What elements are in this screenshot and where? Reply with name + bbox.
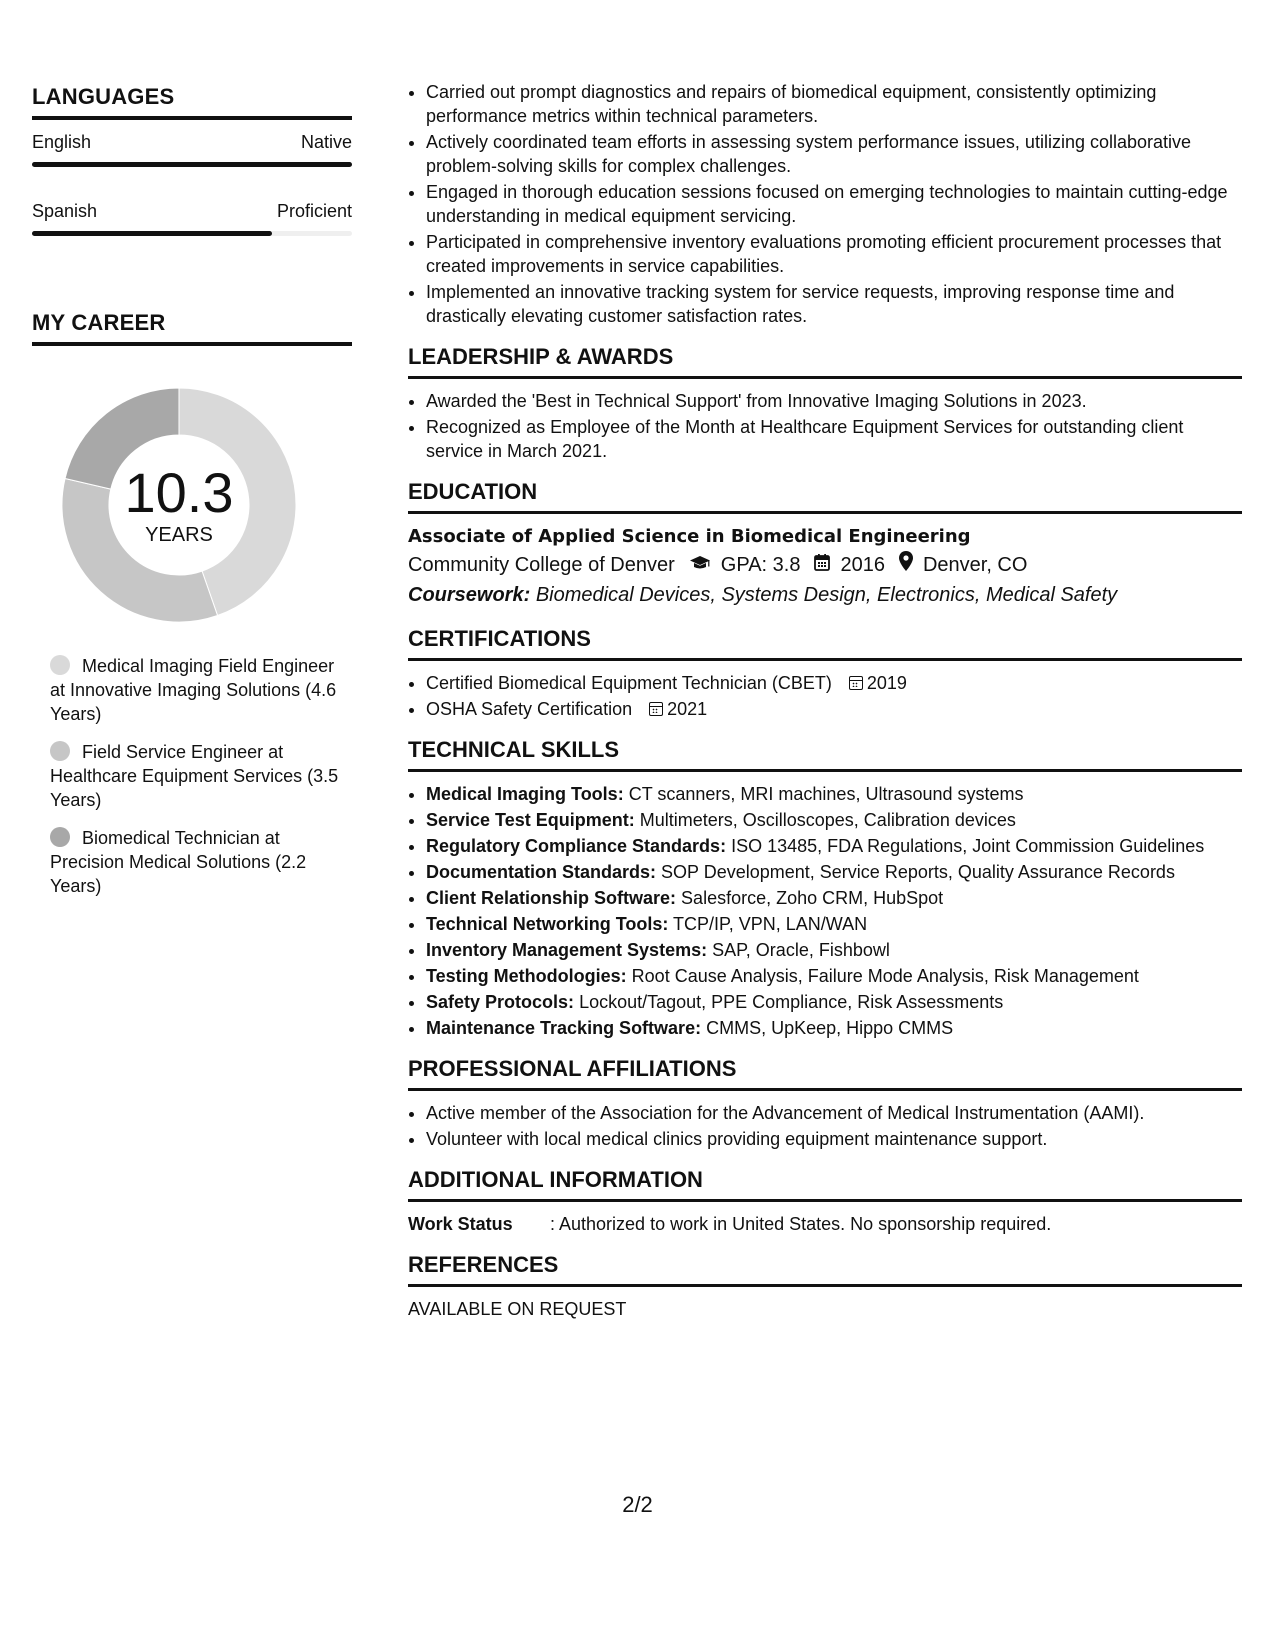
calendar-icon	[849, 676, 863, 690]
work-status-value: : Authorized to work in United States. No sponsorship required.	[550, 1214, 1052, 1234]
career-total-years: 10.3	[124, 461, 234, 524]
experience-bullets	[408, 80, 1242, 328]
skill-item	[426, 886, 1242, 910]
left-column	[32, 84, 352, 912]
career-donut-chart	[54, 380, 304, 630]
certification-year: 2019	[866, 673, 907, 693]
skill-category: Inventory Management Systems:	[426, 940, 708, 960]
language-name: English	[32, 132, 92, 152]
language-item	[32, 130, 352, 167]
work-status-label: Work Status	[408, 1214, 513, 1234]
skill-category: Technical Networking Tools:	[426, 914, 669, 934]
legend-item	[50, 654, 340, 726]
graduation-year: 2016	[840, 554, 885, 576]
skill-category: Medical Imaging Tools:	[426, 784, 624, 804]
education-heading: EDUCATION	[408, 479, 1242, 514]
work-status-row	[408, 1212, 1242, 1236]
coursework-list: Biomedical Devices, Systems Design, Electronics, Medical Safety	[535, 584, 1118, 606]
experience-bullet: • Implemented an innovative tracking system for service requests, improving response time and drastically elevating customer satisfaction rates.	[426, 280, 1242, 328]
language-proficiency-bar	[32, 162, 352, 167]
coursework	[408, 580, 1242, 610]
affiliations-heading: PROFESSIONAL AFFILIATIONS	[408, 1056, 1242, 1091]
skill-category: Client Relationship Software:	[426, 888, 677, 908]
legend-swatch	[50, 741, 70, 761]
languages-heading: LANGUAGES	[32, 84, 352, 120]
skill-item	[426, 938, 1242, 962]
skill-category: Safety Protocols:	[426, 992, 575, 1012]
skill-category: Regulatory Compliance Standards:	[426, 836, 727, 856]
skills-heading: TECHNICAL SKILLS	[408, 737, 1242, 772]
skill-values: Multimeters, Oscilloscopes, Calibration devices	[639, 810, 1016, 830]
skill-item	[426, 1016, 1242, 1040]
skill-values: TCP/IP, VPN, LAN/WAN	[673, 914, 868, 934]
gpa: GPA: 3.8	[720, 554, 801, 576]
leadership-item: • Recognized as Employee of the Month at Healthcare Equipment Services for outstanding client service in March 2021.	[426, 415, 1242, 463]
graduation-cap-icon	[689, 550, 711, 580]
legend-swatch	[50, 827, 70, 847]
languages-list	[32, 130, 352, 236]
skill-values: SAP, Oracle, Fishbowl	[712, 940, 890, 960]
skill-category: Testing Methodologies:	[426, 966, 627, 986]
language-item	[32, 199, 352, 236]
affiliation-item: • Volunteer with local medical clinics providing equipment maintenance support.	[426, 1127, 1242, 1151]
skill-item	[426, 964, 1242, 988]
calendar-icon	[649, 702, 663, 716]
affiliation-item: • Active member of the Association for the Advancement of Medical Instrumentation (AAMI).	[426, 1101, 1242, 1125]
skills-list	[408, 782, 1242, 1040]
leadership-list	[408, 389, 1242, 463]
leadership-heading: LEADERSHIP & AWARDS	[408, 344, 1242, 379]
skill-category: Maintenance Tracking Software:	[426, 1018, 702, 1038]
experience-bullet: • Participated in comprehensive inventory evaluations promoting efficient procurement processes that created improvements in service capabilities.	[426, 230, 1242, 278]
skills-section	[408, 737, 1242, 1040]
education-section	[408, 479, 1242, 610]
skill-item	[426, 990, 1242, 1014]
skill-category: Service Test Equipment:	[426, 810, 635, 830]
certification-name: Certified Biomedical Equipment Technician (CBET)	[426, 673, 832, 693]
language-level: Proficient	[276, 201, 352, 221]
page-number: 2/2	[622, 1492, 653, 1517]
references-heading: REFERENCES	[408, 1252, 1242, 1287]
coursework-label: Coursework:	[408, 584, 531, 606]
legend-label: Biomedical Technician at Precision Medical Solutions (2.2 Years)	[50, 828, 307, 896]
leadership-section	[408, 344, 1242, 463]
certifications-section	[408, 626, 1242, 721]
affiliations-section	[408, 1056, 1242, 1151]
certifications-list	[408, 671, 1242, 721]
references-text: AVAILABLE ON REQUEST	[408, 1299, 627, 1319]
calendar-icon	[814, 550, 830, 580]
language-proficiency-bar	[32, 231, 352, 236]
language-proficiency-fill	[32, 231, 272, 236]
language-proficiency-fill	[32, 162, 352, 167]
skill-values: ISO 13485, FDA Regulations, Joint Commission Guidelines	[731, 836, 1205, 856]
skill-values: SOP Development, Service Reports, Quality Assurance Records	[661, 862, 1175, 882]
skill-values: CMMS, UpKeep, Hippo CMMS	[706, 1018, 954, 1038]
legend-item	[50, 740, 340, 812]
career-heading: MY CAREER	[32, 310, 352, 346]
school-location: Denver, CO	[922, 554, 1028, 576]
skill-item	[426, 834, 1242, 858]
right-column	[408, 80, 1242, 1321]
legend-swatch	[50, 655, 70, 675]
certification-item	[426, 671, 1242, 695]
additional-info-heading: ADDITIONAL INFORMATION	[408, 1167, 1242, 1202]
skill-values: Lockout/Tagout, PPE Compliance, Risk Assessments	[579, 992, 1004, 1012]
skill-item	[426, 912, 1242, 936]
career-years-unit: YEARS	[145, 524, 213, 546]
career-legend	[50, 654, 340, 898]
skill-values: Salesforce, Zoho CRM, HubSpot	[681, 888, 944, 908]
degree-title: Associate of Applied Science in Biomedical Engineering	[408, 526, 971, 547]
legend-label: Field Service Engineer at Healthcare Equipment Services (3.5 Years)	[50, 742, 339, 810]
certification-item	[426, 697, 1242, 721]
certifications-heading: CERTIFICATIONS	[408, 626, 1242, 661]
certification-name: OSHA Safety Certification	[426, 699, 633, 719]
legend-label: Medical Imaging Field Engineer at Innovative Imaging Solutions (4.6 Years)	[50, 656, 337, 724]
location-pin-icon	[899, 550, 913, 580]
legend-item	[50, 826, 340, 898]
certification-year: 2021	[667, 699, 708, 719]
language-name: Spanish	[32, 201, 98, 221]
language-level: Native	[300, 132, 352, 152]
experience-bullet: • Engaged in thorough education sessions focused on emerging technologies to maintain cutting-edge understanding in medical equipment servicing.	[426, 180, 1242, 228]
school-name: Community College of Denver	[408, 554, 675, 576]
skill-item	[426, 860, 1242, 884]
affiliations-list	[408, 1101, 1242, 1151]
skill-values: Root Cause Analysis, Failure Mode Analysis, Risk Management	[631, 966, 1139, 986]
references-section	[408, 1252, 1242, 1321]
experience-bullet: • Actively coordinated team efforts in assessing system performance issues, utilizing collaborative problem-solving skills for complex challenges.	[426, 130, 1242, 178]
education-meta	[408, 550, 1242, 580]
skill-category: Documentation Standards:	[426, 862, 657, 882]
leadership-item: • Awarded the 'Best in Technical Support' from Innovative Imaging Solutions in 2023.	[426, 389, 1242, 413]
donut-center	[54, 380, 304, 630]
skill-values: CT scanners, MRI machines, Ultrasound systems	[628, 784, 1024, 804]
skill-item	[426, 782, 1242, 806]
additional-info-section	[408, 1167, 1242, 1236]
experience-bullet: • Carried out prompt diagnostics and repairs of biomedical equipment, consistently optimizing performance metrics within technical parameters.	[426, 80, 1242, 128]
skill-item	[426, 808, 1242, 832]
